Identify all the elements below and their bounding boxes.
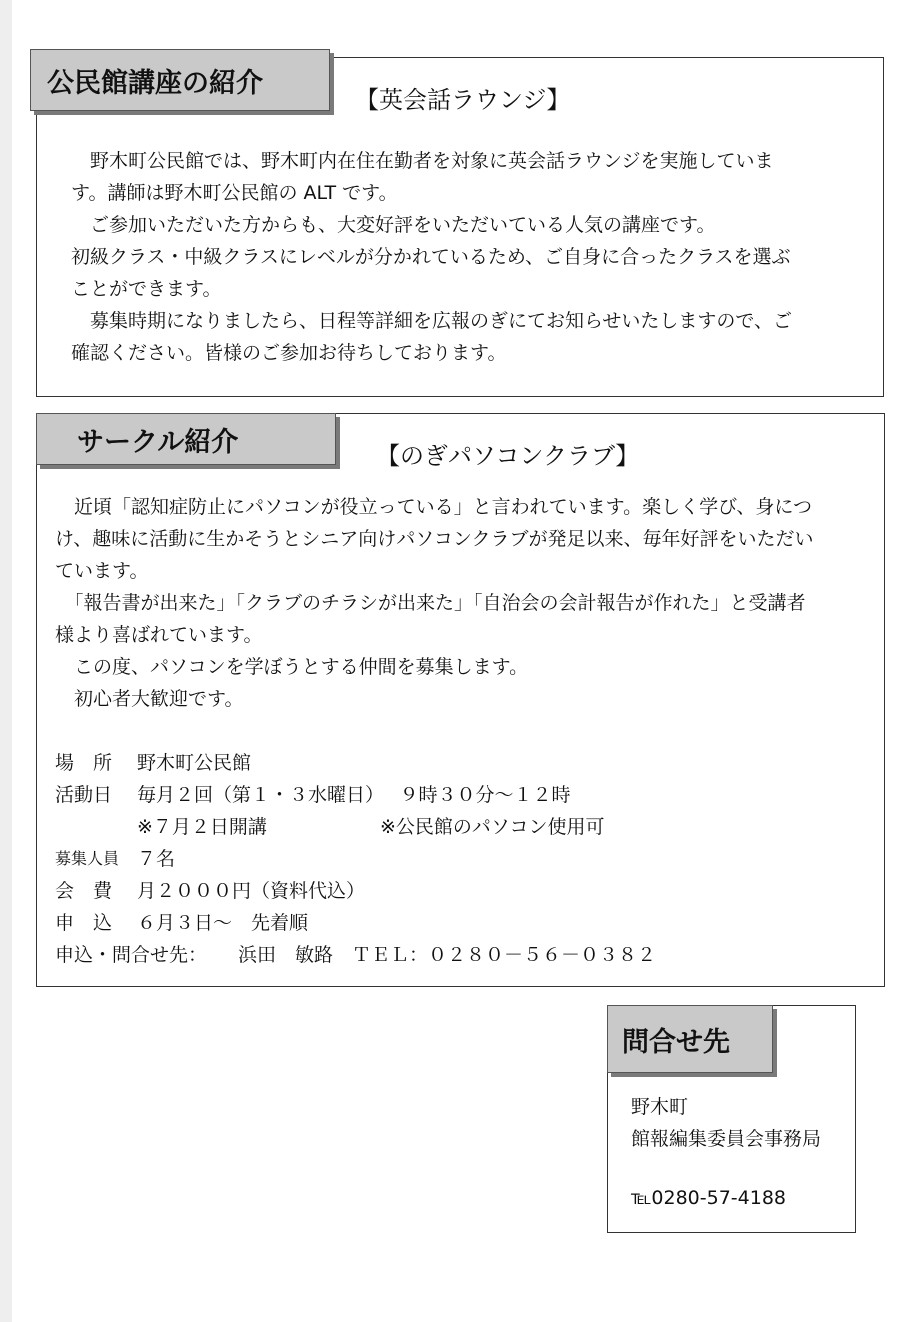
body-line: 野木町公民館では、野木町内在住在勤者を対象に英会話ラウンジを実施していま xyxy=(71,150,774,172)
contact-person-label: 申込・問合せ先： xyxy=(55,944,208,966)
body-line: ています。 xyxy=(55,560,149,582)
body-line: 初級クラス・中級クラスにレベルが分かれているため、ご自身に合ったクラスを選ぶ xyxy=(71,246,791,268)
contact-tel: ℡0280-57-4188 xyxy=(631,1187,787,1209)
circle-intro-tab xyxy=(36,413,336,465)
body-line: 募集時期になりましたら、日程等詳細を広報のぎにてお知らせいたしますので、ご xyxy=(71,310,793,332)
place-label: 場 所 xyxy=(55,752,113,774)
activity-label: 活動日 xyxy=(55,784,113,806)
contact-person-value: 浜田 敏路 ＴＥＬ：０２８０－５６－０３８２ xyxy=(238,944,657,966)
body-line: 近頃「認知症防止にパソコンが役立っている」と言われています。楽しく学び、身につ xyxy=(55,496,812,518)
english-lounge-subtitle: 【英会話ラウンジ】 xyxy=(355,86,571,114)
body-line: 確認ください。皆様のご参加お待ちしております。 xyxy=(71,342,507,364)
recruit-label: 募集人員 xyxy=(55,849,120,868)
contact-town: 野木町 xyxy=(631,1096,689,1118)
body-line: この度、パソコンを学ぼうとする仲間を募集します。 xyxy=(55,656,529,678)
page-edge xyxy=(0,0,12,1322)
fee-label: 会 費 xyxy=(55,880,113,902)
contact-title: 問合せ先 xyxy=(622,1026,730,1058)
body-line: 初心者大歓迎です。 xyxy=(55,688,244,710)
lecture-intro-tab xyxy=(30,49,330,111)
body-line: ことができます。 xyxy=(71,278,222,300)
circle-intro-title: サークル紹介 xyxy=(77,426,239,458)
body-line: 「報告書が出来た」「クラブのチラシが出来た」「自治会の会計報告が作れた」と受講者 xyxy=(55,592,806,614)
apply-label: 申 込 xyxy=(55,912,113,934)
activity-value: 毎月２回（第１・３水曜日） ９時３０分～１２時 xyxy=(137,784,571,806)
contact-office: 館報編集委員会事務局 xyxy=(631,1128,822,1150)
place-value: 野木町公民館 xyxy=(137,752,252,774)
note-pc-available: ※公民館のパソコン使用可 xyxy=(380,816,605,838)
body-line: 様より喜ばれています。 xyxy=(55,624,263,646)
body-line: ご参加いただいた方からも、大変好評をいただいている人気の講座です。 xyxy=(71,214,716,236)
body-line: け、趣味に活動に生かそうとシニア向けパソコンクラブが発足以来、毎年好評をいただい xyxy=(55,528,814,550)
pc-club-subtitle: 【のぎパソコンクラブ】 xyxy=(376,442,640,470)
lecture-intro-title: 公民館講座の紹介 xyxy=(47,67,263,99)
contact-tab xyxy=(607,1005,773,1073)
fee-value: 月２０００円（資料代込） xyxy=(137,880,366,902)
apply-value: ６月３日～ 先着順 xyxy=(137,912,309,934)
body-line: す。講師は野木町公民館の ALT です。 xyxy=(71,182,398,204)
recruit-value: ７名 xyxy=(137,848,176,870)
note-start-date: ※７月２日開講 xyxy=(137,816,267,838)
